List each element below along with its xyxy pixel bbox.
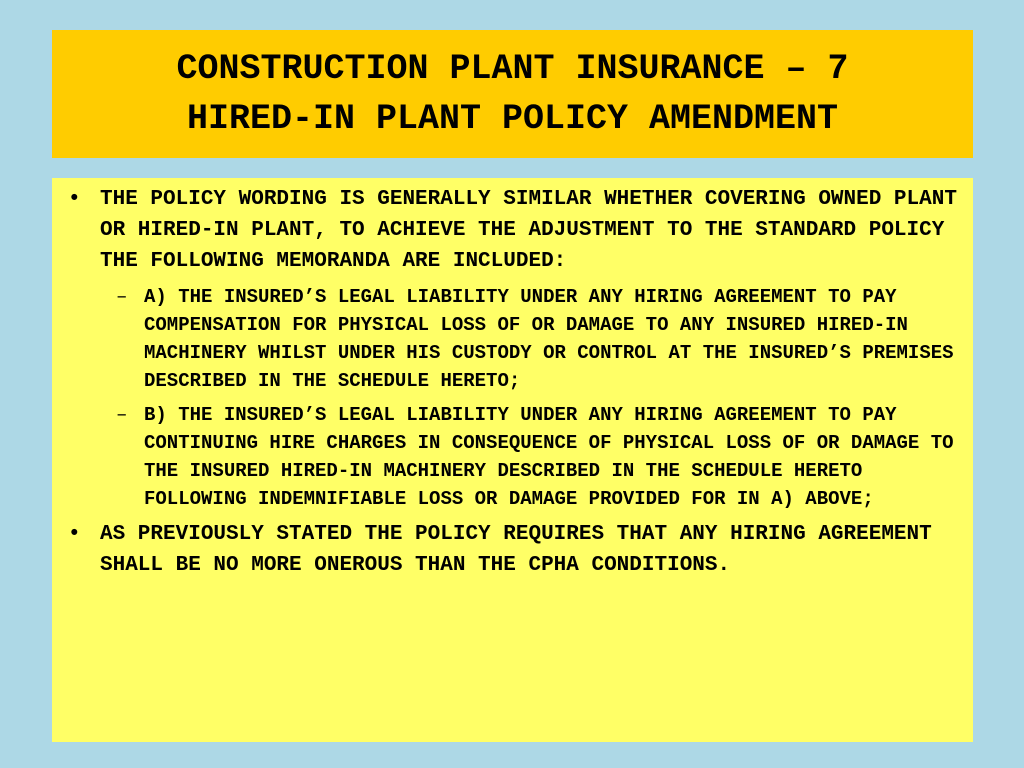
sub-bullet-text: A) THE INSURED’S LEGAL LIABILITY UNDER ANY HIRING AGREEMENT TO PAY COMPENSATION FOR PHYSICAL LOSS OF OR DAMAGE TO ANY INSURED HIRED-IN MACHINERY WHILST UNDER HIS CUSTODY OR CONTROL AT THE INSURED’S PREMISES DESCRIBED IN THE SCHEDULE HERETO;: [144, 286, 954, 392]
sub-bullet-marker: –: [116, 286, 128, 308]
sub-bullet-item: [116, 283, 959, 395]
slide-content-box: [52, 178, 973, 742]
sub-bullet-item: [116, 401, 959, 513]
sub-bullet-text: B) THE INSURED’S LEGAL LIABILITY UNDER ANY HIRING AGREEMENT TO PAY CONTINUING HIRE CHARGES IN CONSEQUENCE OF PHYSICAL LOSS OF OR DAMAGE TO THE INSURED HIRED-IN MACHINERY DESCRIBED IN THE SCHEDULE HERETO FOLLOWING INDEMNIFIABLE LOSS OR DAMAGE PROVIDED FOR IN A) ABOVE;: [144, 404, 954, 510]
sub-bullet-marker: –: [116, 404, 128, 426]
bullet-item: [66, 184, 959, 277]
bullet-text: THE POLICY WORDING IS GENERALLY SIMILAR WHETHER COVERING OWNED PLANT OR HIRED-IN PLANT, TO ACHIEVE THE ADJUSTMENT TO THE STANDARD POLICY THE FOLLOWING MEMORANDA ARE INCLUDED:: [100, 188, 957, 273]
bullet-item: [66, 519, 959, 581]
bullet-marker: •: [68, 523, 81, 546]
slide-title-line-2: HIRED-IN PLANT POLICY AMENDMENT: [186, 99, 839, 139]
bullet-marker: •: [68, 188, 81, 211]
slide-title-box: [52, 30, 973, 158]
bullet-text: AS PREVIOUSLY STATED THE POLICY REQUIRES THAT ANY HIRING AGREEMENT SHALL BE NO MORE ONEROUS THAN THE CPHA CONDITIONS.: [100, 523, 932, 577]
slide-title-line-1: CONSTRUCTION PLANT INSURANCE – 7: [176, 49, 849, 89]
